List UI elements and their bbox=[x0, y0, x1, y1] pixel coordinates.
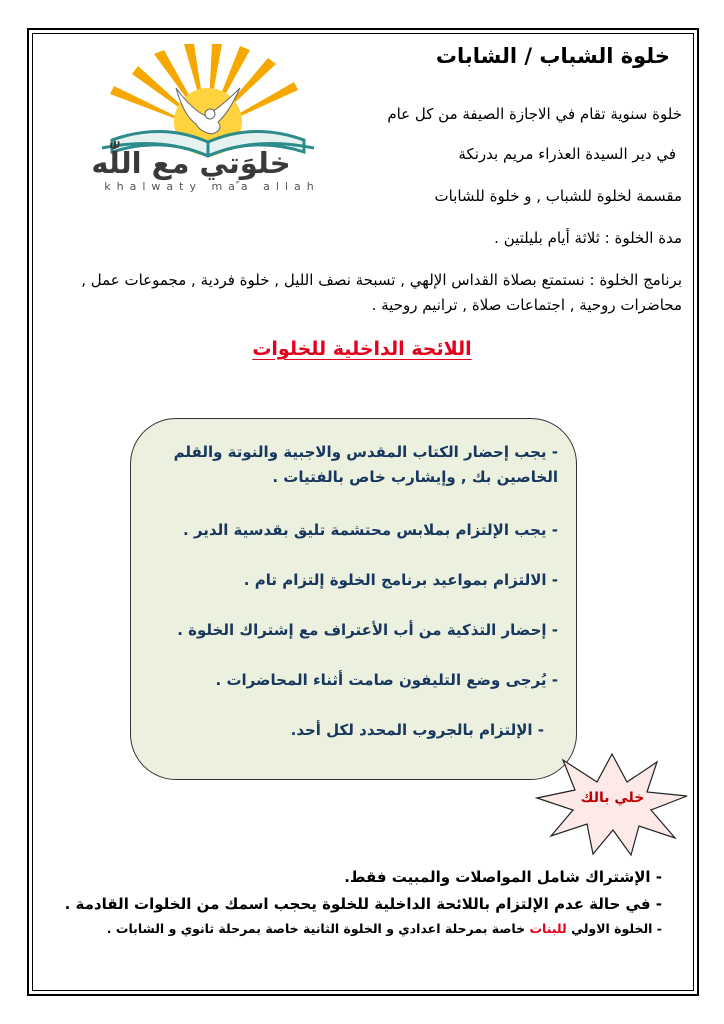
rule-item-4: - إحضار التذكية من أب الأعتراف مع إشتراك الخلوة . bbox=[177, 621, 558, 639]
duration-line: مدة الخلوة : ثلاثة أيام بليلتين . bbox=[494, 229, 682, 247]
logo-latin-text: khalwaty maًa allah bbox=[104, 180, 320, 193]
logo-arabic-text: خلوَتي مع اللّٰه bbox=[91, 146, 291, 180]
girls-highlight: للبنات bbox=[529, 921, 567, 936]
note-retreat-groups bbox=[107, 921, 662, 936]
burst-label: خلي بالك bbox=[580, 790, 645, 806]
note-retreat-groups-part1: - الخلوة الاولي bbox=[566, 921, 662, 936]
rules-title bbox=[0, 338, 724, 360]
rule-item-1: - يجب إحضار الكتاب المقدس والاجبية والنوتة والقلم الخاصين بك , وإيشارب خاص بالفتيات . bbox=[173, 443, 558, 486]
rule-item-2: - يجب الإلتزام بملابس محتشمة تليق بقدسية الدير . bbox=[183, 521, 558, 539]
rule-item-3: - الالتزام بمواعيد برنامج الخلوة إلتزام تام . bbox=[243, 571, 558, 589]
intro-line-1: خلوة سنوية تقام في الاجازة الصيفة من كل عام bbox=[387, 105, 682, 123]
rule-item-5: - يُرجى وضع التليفون صامت أثناء المحاضرات . bbox=[215, 671, 558, 689]
page-title: خلوة الشباب / الشابات bbox=[435, 44, 670, 68]
rules-title-text: اللائحة الداخلية للخلوات bbox=[252, 338, 472, 360]
note-retreat-groups-part2: خاصة بمرحلة اعدادي و الخلوة الثانية خاصة بمرحلة ثانوي و الشابات . bbox=[106, 921, 530, 936]
intro-line-3: مقسمة لخلوة للشباب , و خلوة للشابات bbox=[434, 187, 682, 205]
rule-item-6: - الإلتزام بالجروب المحدد لكل أحد. bbox=[290, 721, 544, 739]
note-subscription: - الإشتراك شامل المواصلات والمبيت فقط. bbox=[344, 868, 662, 886]
note-rules-violation: - في حالة عدم الإلتزام باللائحة الداخلية للخلوة يحجب اسمك من الخلوات القادمة . bbox=[64, 895, 662, 913]
program-paragraph: برنامج الخلوة : نستمتع بصلاة القداس الإلهي , تسبحة نصف الليل , خلوة فردية , مجموعات عمل , محاضرات روحية , اجتماعات صلاة , ترانيم روحية . bbox=[81, 271, 682, 314]
intro-line-2: في دير السيدة العذراء مريم بدرنكة bbox=[458, 145, 676, 163]
